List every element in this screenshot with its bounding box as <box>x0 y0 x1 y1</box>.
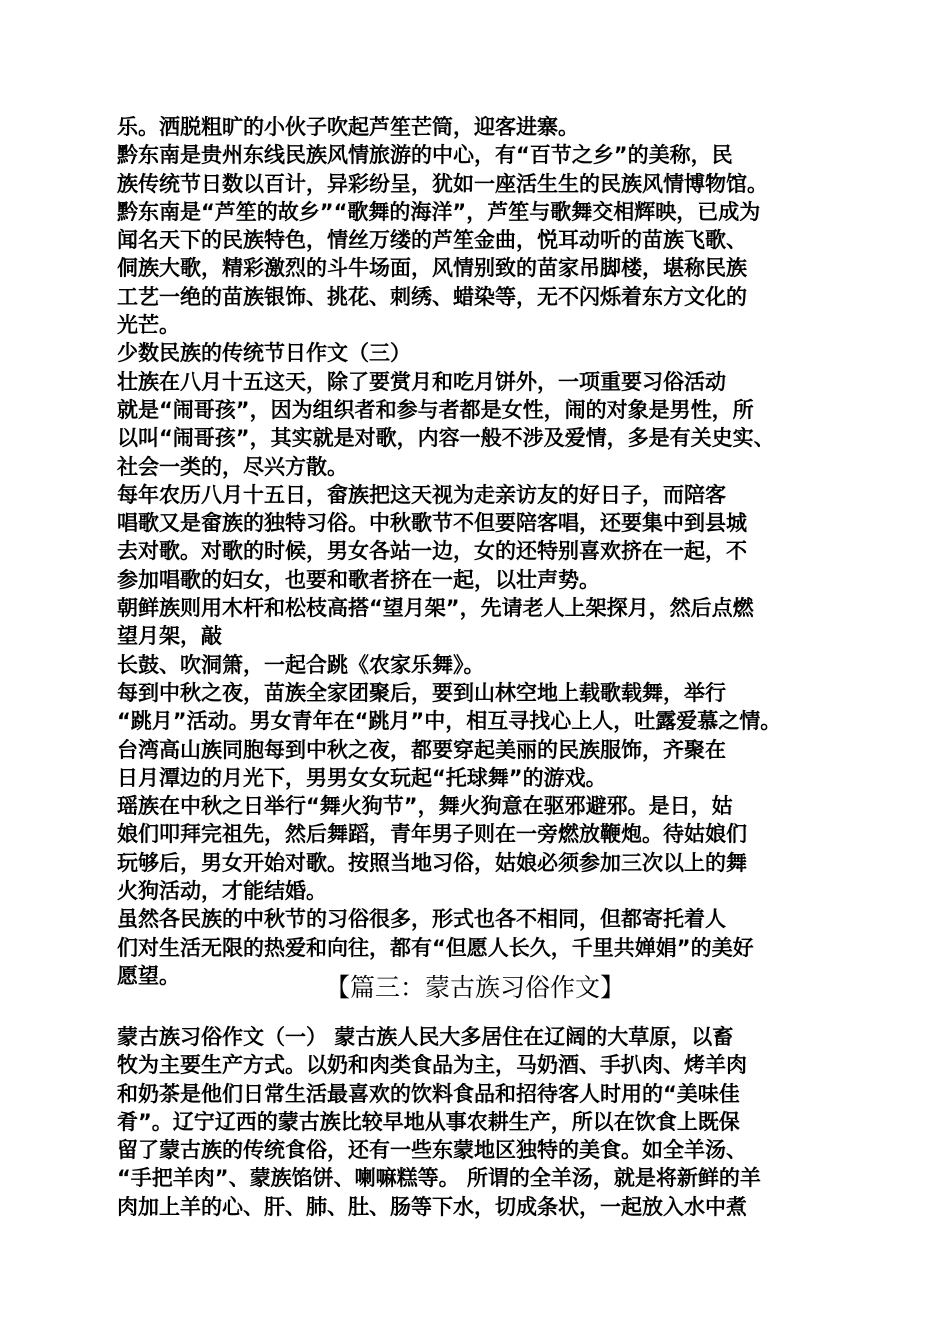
text-line: “跳月”活动。男女青年在“跳月”中，相互寻找心上人，吐露爱慕之情。 <box>117 709 782 734</box>
section-heading: 【篇三：蒙古族习俗作文】 <box>324 973 625 1002</box>
text-line: 唱歌又是畲族的独特习俗。中秋歌节不但要陪客唱，还要集中到县城 <box>117 511 747 536</box>
text-line: 虽然各民族的中秋节的习俗很多，形式也各不相同，但都寄托着人 <box>117 907 726 932</box>
text-line: 乐。洒脱粗旷的小伙子吹起芦笙芒筒，迎客进寨。 <box>117 115 579 139</box>
text-line: 每到中秋之夜，苗族全家团聚后，要到山林空地上载歌载舞，举行 <box>117 680 726 705</box>
text-line: “手把羊肉”、蒙族馅饼、喇嘛糕等。 所谓的全羊汤，就是将新鲜的羊 <box>117 1166 761 1191</box>
text-line: 娘们叩拜完祖先，然后舞蹈，青年男子则在一旁燃放鞭炮。待姑娘们 <box>117 822 747 847</box>
text-line: 牧为主要生产方式。以奶和肉类食品为主，马奶酒、手扒肉、烤羊肉 <box>117 1053 747 1078</box>
text-line: 社会一类的，尽兴方散。 <box>117 454 348 479</box>
text-line: 们对生活无限的热爱和向往，都有“但愿人长久，千里共婵娟”的美好 <box>117 935 754 960</box>
text-line: 瑶族在中秋之日举行“舞火狗节”，舞火狗意在驱邪避邪。是日，姑 <box>117 794 733 819</box>
text-line: 长鼓、吹洞箫，一起合跳《农家乐舞》。 <box>117 652 485 677</box>
text-line: 族传统节日数以百计，异彩纷呈，犹如一座活生生的民族风情博物馆。 <box>117 171 768 196</box>
text-line: 日月潭边的月光下，男男女女玩起“托球舞”的游戏。 <box>117 765 607 790</box>
text-line: 火狗活动，才能结婚。 <box>117 879 327 904</box>
text-line: 闻名天下的民族特色，情丝万缕的芦笙金曲，悦耳动听的苗族飞歌、 <box>117 228 747 253</box>
text-line: 就是“闹哥孩”，因为组织者和参与者都是女性，闹的对象是男性，所 <box>117 397 754 422</box>
text-line: 朝鲜族则用木杆和松枝高搭“望月架”，先请老人上架探月，然后点燃 <box>117 596 754 621</box>
text-line: 去对歌。对歌的时候，男女各站一边，女的还特别喜欢挤在一起，不 <box>117 539 747 564</box>
text-line: 壮族在八月十五这天，除了要赏月和吃月饼外，一项重要习俗活动 <box>117 369 726 394</box>
text-line: 愿望。 <box>117 963 180 988</box>
text-line: 肴”。辽宁辽西的蒙古族比较早地从事农耕生产，所以在饮食上既保 <box>117 1109 740 1134</box>
text-line: 黔东南是“芦笙的故乡”“歌舞的海洋”，芦笙与歌舞交相辉映，已成为 <box>117 199 761 224</box>
text-line: 每年农历八月十五日，畲族把这天视为走亲访友的好日子，而陪客 <box>117 482 726 507</box>
section-body-festivals <box>117 113 835 990</box>
text-line: 肉加上羊的心、肝、肺、肚、肠等下水，切成条状，一起放入水中煮 <box>117 1194 747 1219</box>
text-line: 黔东南是贵州东线民族风情旅游的中心，有“百节之乡”的美称，民 <box>117 143 733 168</box>
text-line: 工艺一绝的苗族银饰、挑花、刺绣、蜡染等，无不闪烁着东方文化的 <box>117 284 747 309</box>
section-body-mongolian <box>117 1023 835 1221</box>
text-line: 参加唱歌的妇女，也要和歌者挤在一起，以壮声势。 <box>117 567 600 592</box>
text-line: 望月架，敲 <box>117 624 222 649</box>
text-line: 光芒。 <box>117 313 180 338</box>
text-line: 侗族大歌，精彩激烈的斗牛场面，风情别致的苗家吊脚楼，堪称民族 <box>117 256 747 281</box>
text-line: 蒙古族习俗作文（一） 蒙古族人民大多居住在辽阔的大草原，以畜 <box>117 1025 734 1049</box>
text-line: 留了蒙古族的传统食俗，还有一些东蒙地区独特的美食。如全羊汤、 <box>117 1138 747 1163</box>
text-line: 玩够后，男女开始对歌。按照当地习俗，姑娘必须参加三次以上的舞 <box>117 850 747 875</box>
text-line: 以叫“闹哥孩”，其实就是对歌，内容一般不涉及爱情，多是有关史实、 <box>117 426 775 451</box>
text-line: 台湾高山族同胞每到中秋之夜，都要穿起美丽的民族服饰，齐聚在 <box>117 737 726 762</box>
text-line: 和奶茶是他们日常生活最喜欢的饮料食品和招待客人时用的“美味佳 <box>117 1081 740 1106</box>
text-line: 少数民族的传统节日作文（三） <box>117 341 411 366</box>
